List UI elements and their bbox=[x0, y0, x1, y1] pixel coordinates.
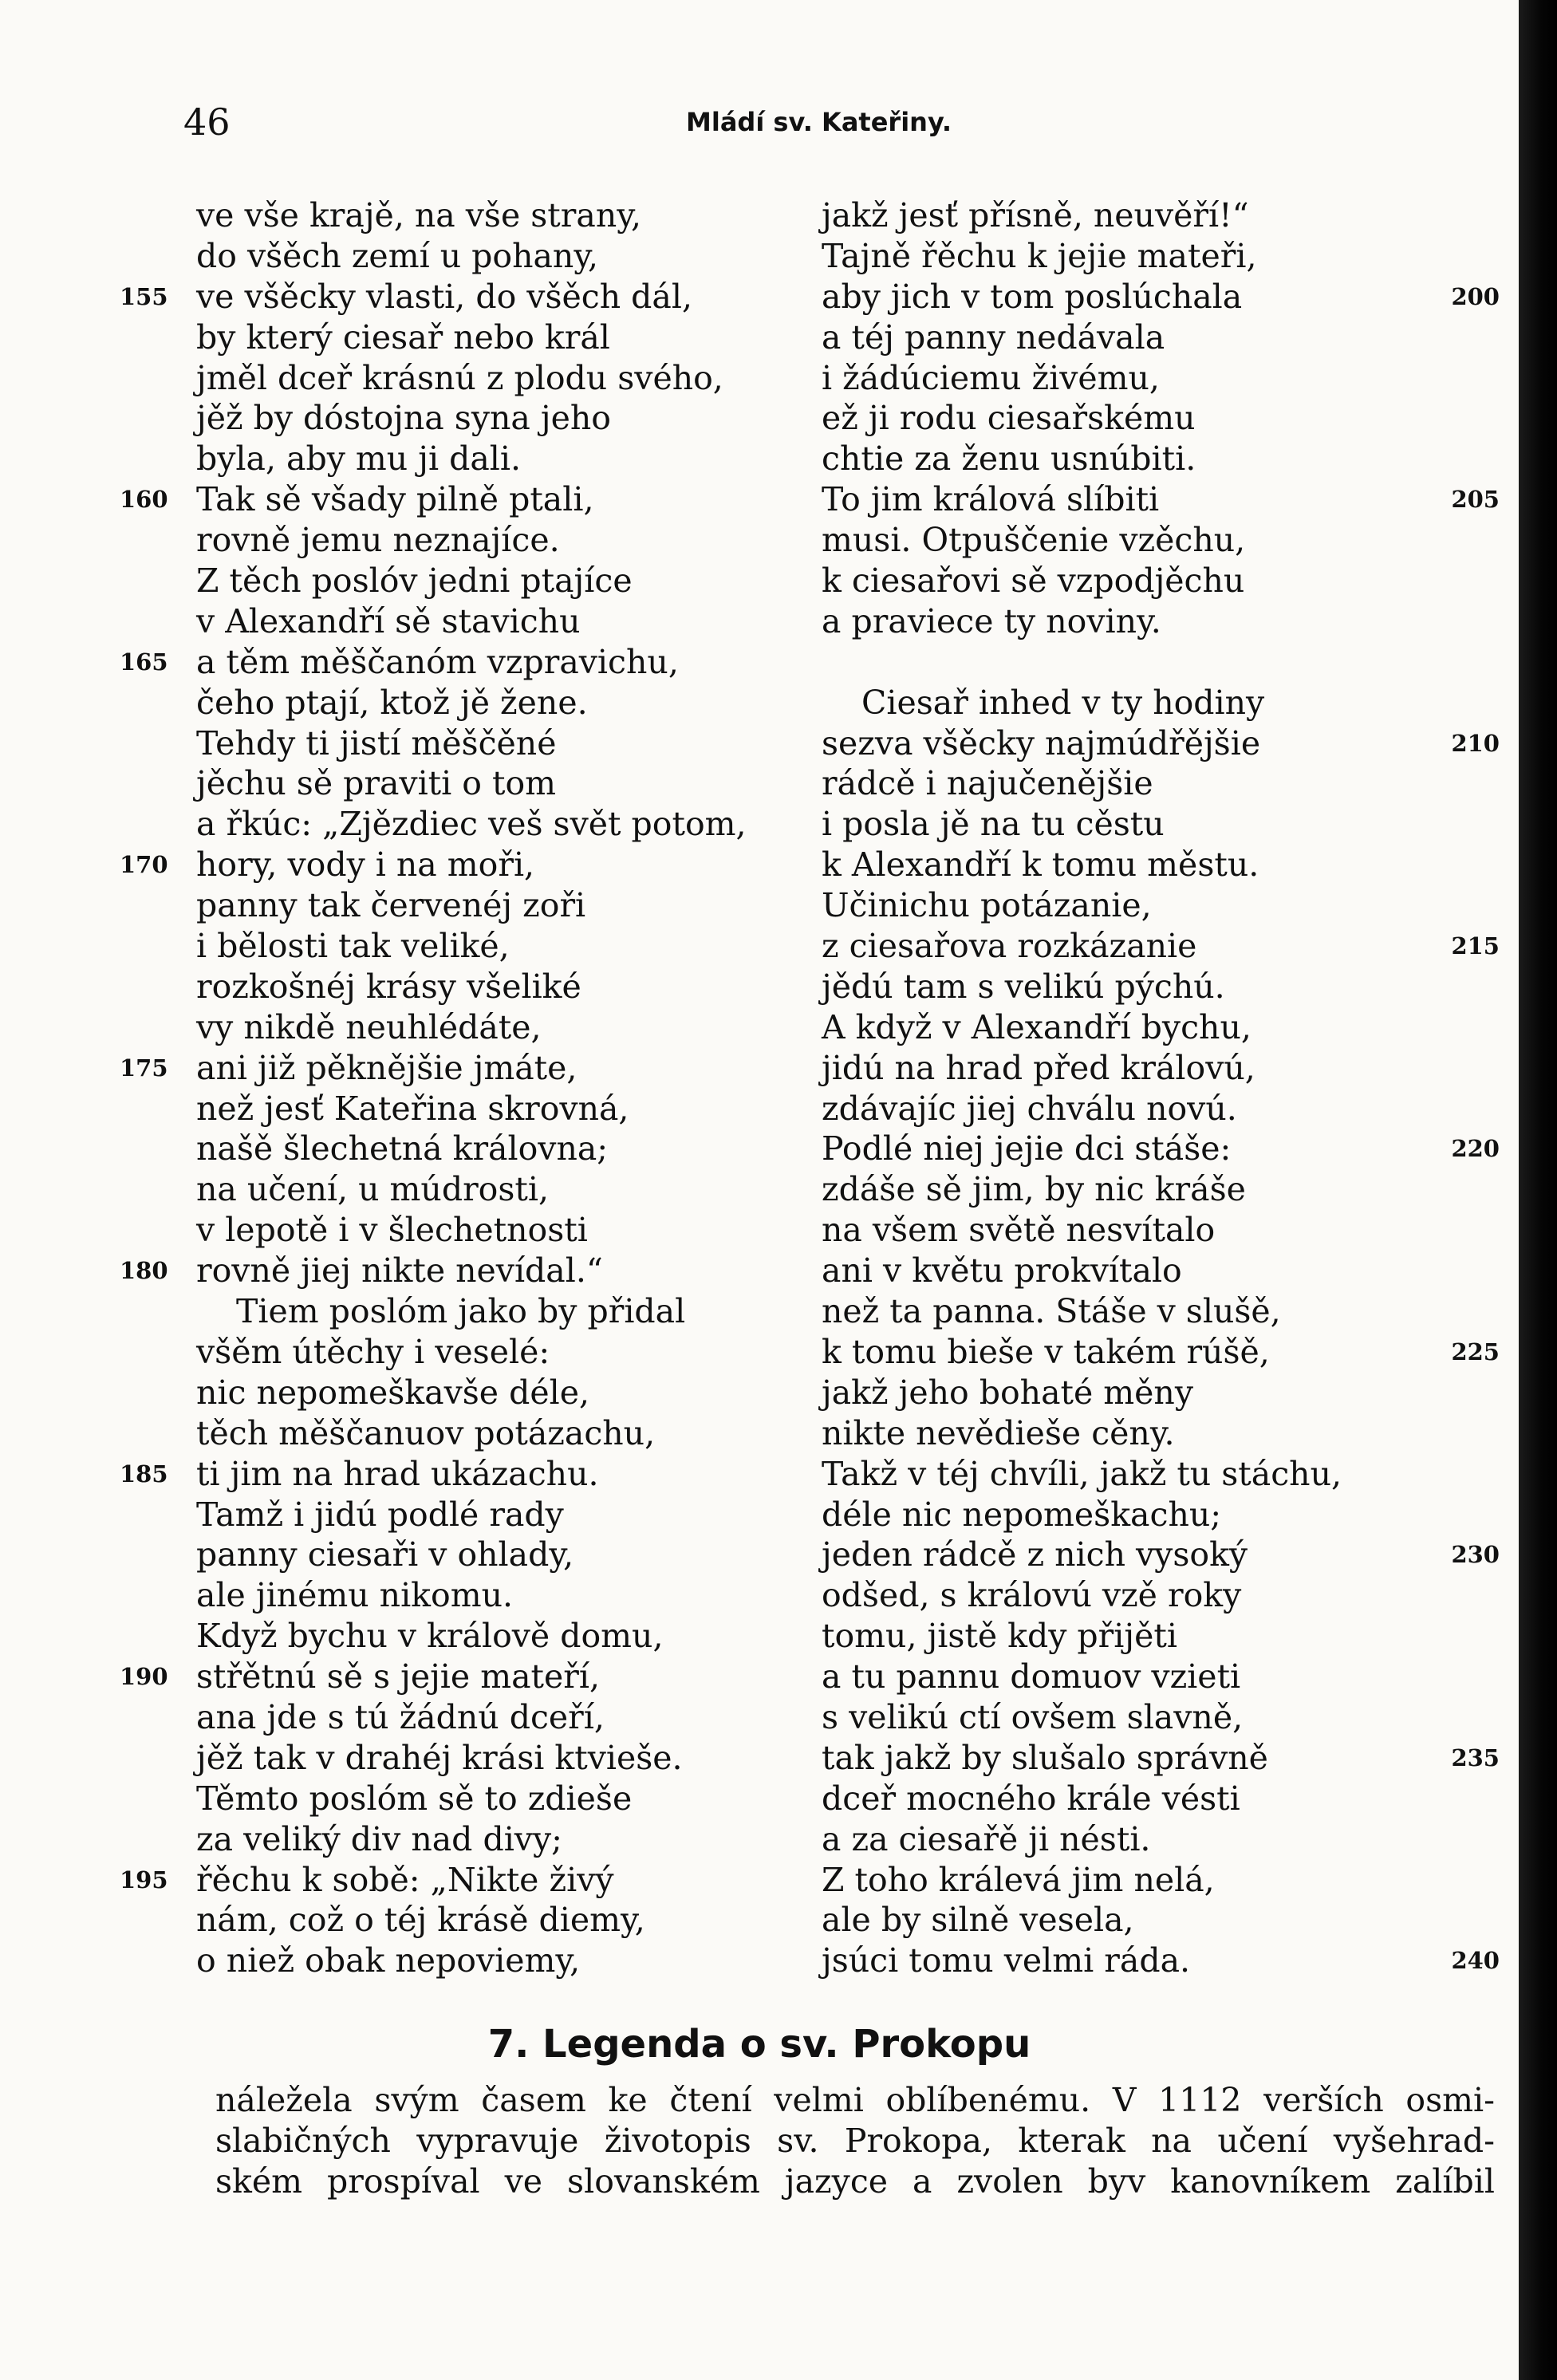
verse-line bbox=[822, 926, 1500, 967]
verse-line-number: 225 bbox=[1451, 1338, 1500, 1365]
verse-text: hory, vody i na moři, bbox=[196, 845, 535, 885]
verse-line bbox=[822, 1251, 1484, 1291]
verse-text: jakž jesť přísně, neuvěří!“ bbox=[822, 196, 1249, 234]
verse-text: ve všěcky vlasti, do všěch dál, bbox=[196, 277, 693, 316]
verse-text: a za ciesařě ji nésti. bbox=[822, 1819, 1151, 1858]
verse-text: rovně jemu neznajíce. bbox=[196, 521, 560, 560]
verse-line bbox=[120, 1697, 822, 1738]
verse-text: a těm měščanóm vzpravichu, bbox=[196, 642, 679, 681]
verse-line bbox=[822, 1291, 1484, 1332]
verse-line bbox=[120, 1007, 822, 1048]
verse-line bbox=[822, 642, 1484, 683]
verse-text: A když v Alexandří bychu, bbox=[822, 1007, 1252, 1046]
verse-text: i bělosti tak veliké, bbox=[196, 927, 510, 966]
verse-text: z ciesařova rozkázanie bbox=[822, 927, 1197, 966]
verse-line bbox=[120, 1413, 822, 1454]
verse-line bbox=[120, 723, 822, 764]
verse-text: a téj panny nedávala bbox=[822, 317, 1165, 357]
verse-line bbox=[822, 683, 1484, 723]
verse-text: Tamž i jidú podlé rady bbox=[196, 1495, 564, 1534]
verse-text: na všem světě nesvítalo bbox=[822, 1211, 1216, 1250]
verse-text: těch měščanuov potázachu, bbox=[196, 1413, 656, 1452]
verse-text: k Alexandří k tomu městu. bbox=[822, 845, 1259, 885]
prose-paragraph bbox=[215, 2080, 1495, 2202]
verse-line bbox=[120, 1860, 822, 1901]
verse-text: Když bychu v králově domu, bbox=[196, 1617, 664, 1656]
verse-line bbox=[822, 1697, 1484, 1738]
verse-line bbox=[822, 1860, 1484, 1901]
verse-line bbox=[120, 317, 822, 358]
verse-text: jědú tam s velikú pýchú. bbox=[822, 967, 1225, 1006]
verse-text: jidú na hrad před královú, bbox=[822, 1048, 1255, 1087]
verse-line-number: 195 bbox=[120, 1866, 168, 1893]
verse-line-number: 185 bbox=[120, 1460, 168, 1488]
verse-text: odšed, s královú vzě roky bbox=[822, 1576, 1242, 1615]
verse-text: dceř mocného krále vésti bbox=[822, 1779, 1240, 1818]
verse-line bbox=[120, 1291, 822, 1332]
verse-line bbox=[822, 561, 1484, 601]
verse-text: jeden rádcě z nich vysoký bbox=[822, 1535, 1248, 1574]
verse-line bbox=[120, 195, 822, 236]
verse-line bbox=[822, 358, 1484, 399]
verse-line bbox=[120, 561, 822, 601]
left-verse-column bbox=[120, 195, 822, 1981]
verse-line-number: 200 bbox=[1451, 282, 1500, 310]
verse-line bbox=[120, 520, 822, 561]
verse-line bbox=[120, 967, 822, 1007]
verse-line bbox=[120, 1900, 822, 1941]
verse-text: zdáše sě jim, by nic kráše bbox=[822, 1170, 1246, 1209]
verse-line bbox=[120, 479, 822, 520]
verse-text: Tajně řěchu k jejie mateři, bbox=[822, 236, 1257, 275]
verse-text: Tiem poslóm jako by přidal bbox=[236, 1292, 686, 1331]
verse-line bbox=[120, 601, 822, 642]
page-header bbox=[0, 94, 1519, 150]
verse-line bbox=[822, 763, 1484, 804]
verse-line bbox=[120, 439, 822, 479]
verse-text: našě šlechetná královna; bbox=[196, 1129, 609, 1168]
verse-line bbox=[120, 804, 822, 845]
verse-line bbox=[120, 763, 822, 804]
verse-text: panny tak červenéj zoři bbox=[196, 886, 586, 925]
verse-text: na učení, u múdrosti, bbox=[196, 1170, 550, 1209]
verse-line bbox=[120, 398, 822, 439]
verse-line bbox=[822, 1210, 1484, 1251]
verse-line bbox=[822, 1738, 1500, 1779]
verse-line bbox=[120, 1454, 822, 1495]
verse-line bbox=[822, 601, 1484, 642]
verse-text: v lepotě i v šlechetnosti bbox=[196, 1211, 588, 1250]
verse-line bbox=[822, 1169, 1484, 1210]
verse-line bbox=[822, 1657, 1484, 1697]
verse-line bbox=[120, 885, 822, 926]
verse-text: a řkúc: „Zjězdiec veš svět potom, bbox=[196, 805, 747, 844]
verse-text: nic nepomeškavše déle, bbox=[196, 1373, 590, 1412]
verse-text: do všěch zemí u pohany, bbox=[196, 236, 599, 275]
verse-text: by který ciesař nebo král bbox=[196, 317, 610, 357]
verse-text: a praviece ty noviny. bbox=[822, 601, 1161, 640]
verse-line bbox=[822, 967, 1484, 1007]
verse-line bbox=[120, 1616, 822, 1657]
verse-line bbox=[120, 683, 822, 723]
verse-text: rovně jiej nikte nevídal.“ bbox=[196, 1251, 603, 1290]
verse-line-number: 210 bbox=[1451, 729, 1500, 757]
verse-line bbox=[120, 1575, 822, 1616]
verse-line bbox=[822, 277, 1500, 317]
verse-text: o niež obak nepoviemy, bbox=[196, 1941, 581, 1980]
verse-text: k tomu bieše v takém rúšě, bbox=[822, 1332, 1270, 1371]
verse-line bbox=[822, 1454, 1484, 1495]
verse-text: čeho ptají, ktož jě žene. bbox=[196, 683, 588, 722]
verse-text: zdávajíc jiej chválu novú. bbox=[822, 1089, 1237, 1128]
verse-text: jěž tak v drahéj krási ktvieše. bbox=[196, 1738, 683, 1777]
verse-text: Ciesař inhed v ty hodiny bbox=[861, 683, 1265, 722]
verse-text: i žádúciemu živému, bbox=[822, 358, 1160, 397]
verse-text: nám, což o téj krásě diemy, bbox=[196, 1901, 645, 1940]
right-verse-column bbox=[822, 195, 1500, 1981]
verse-line bbox=[822, 1413, 1484, 1454]
verse-text: Učinichu potázanie, bbox=[822, 886, 1152, 925]
verse-line bbox=[120, 1129, 822, 1169]
verse-text: Z těch poslóv jedni ptajíce bbox=[196, 562, 633, 601]
verse-line bbox=[120, 1495, 822, 1535]
verse-line bbox=[822, 1495, 1484, 1535]
verse-line-number: 190 bbox=[120, 1663, 168, 1691]
verse-text: rozkošnéj krásy všeliké bbox=[196, 967, 581, 1006]
verse-text: Tak sě všady pilně ptali, bbox=[196, 480, 594, 519]
verse-line bbox=[120, 1779, 822, 1819]
verse-text: než jesť Kateřina skrovná, bbox=[196, 1089, 629, 1128]
verse-line bbox=[120, 1169, 822, 1210]
verse-text: ve vše krajě, na vše strany, bbox=[196, 196, 641, 234]
verse-text: Takž v téj chvíli, jakž tu stáchu, bbox=[822, 1454, 1342, 1493]
verse-text: s velikú ctí ovšem slavně, bbox=[822, 1697, 1244, 1736]
verse-line bbox=[822, 479, 1500, 520]
verse-line bbox=[822, 1373, 1484, 1413]
verse-line-number: 155 bbox=[120, 282, 168, 310]
verse-text: než ta panna. Stáše v slušě, bbox=[822, 1292, 1281, 1331]
verse-line-number: 235 bbox=[1451, 1744, 1500, 1771]
verse-line bbox=[822, 1332, 1500, 1373]
verse-text: ale by silně vesela, bbox=[822, 1901, 1134, 1940]
verse-line bbox=[822, 804, 1484, 845]
verse-line bbox=[120, 1941, 822, 1981]
verse-text: déle nic nepomeškachu; bbox=[822, 1495, 1222, 1534]
verse-line bbox=[822, 845, 1484, 885]
verse-text: jsúci tomu velmi ráda. bbox=[822, 1941, 1191, 1980]
verse-text: Z toho králevá jim nelá, bbox=[822, 1860, 1215, 1899]
verse-line bbox=[120, 358, 822, 399]
verse-text: jěž by dóstojna syna jeho bbox=[196, 399, 611, 438]
verse-line bbox=[822, 236, 1484, 277]
scan-dark-border bbox=[1519, 0, 1557, 2380]
verse-line bbox=[822, 1616, 1484, 1657]
verse-text: rádcě i najučenějšie bbox=[822, 764, 1153, 803]
verse-line bbox=[120, 1657, 822, 1697]
verse-text: panny ciesaři v ohlady, bbox=[196, 1535, 574, 1574]
verse-text: ež ji rodu ciesařskému bbox=[822, 399, 1196, 438]
verse-line-number: 205 bbox=[1451, 486, 1500, 514]
verse-text: ani v květu prokvítalo bbox=[822, 1251, 1182, 1290]
verse-line bbox=[822, 195, 1484, 236]
verse-line bbox=[822, 1900, 1484, 1941]
verse-line-number: 240 bbox=[1451, 1947, 1500, 1975]
verse-line bbox=[120, 1373, 822, 1413]
verse-line bbox=[822, 398, 1484, 439]
verse-text: jměl dceř krásnú z plodu svého, bbox=[196, 358, 723, 397]
prose-line: slabičných vypravuje životopis sv. Prokopa, kterak na učení vyšehrad- bbox=[215, 2121, 1495, 2160]
verse-text: vy nikdě neuhlédáte, bbox=[196, 1007, 542, 1046]
verse-line bbox=[822, 520, 1484, 561]
verse-line-number: 215 bbox=[1451, 932, 1500, 960]
verse-text: Podlé niej jejie dci stáše: bbox=[822, 1129, 1232, 1168]
section-heading: 7. Legenda o sv. Prokopu bbox=[487, 2022, 1031, 2067]
verse-line bbox=[822, 1048, 1484, 1089]
verse-text: řěchu k sobě: „Nikte živý bbox=[196, 1860, 614, 1899]
verse-line bbox=[120, 1089, 822, 1129]
verse-line bbox=[822, 317, 1484, 358]
verse-text: sezva všěcky najmúdřějšie bbox=[822, 723, 1261, 762]
verse-text: ani již pěknějšie jmáte, bbox=[196, 1048, 577, 1087]
prose-line: ském prospíval ve slovanském jazyce a zvolen byv kanovníkem zalíbil bbox=[215, 2161, 1495, 2201]
verse-text: Tehdy ti jistí měščěné bbox=[196, 723, 557, 762]
verse-line bbox=[822, 1089, 1484, 1129]
verse-text: střětnú sě s jejie mateří, bbox=[196, 1657, 601, 1696]
verse-line bbox=[822, 1819, 1484, 1860]
verse-text: ti jim na hrad ukázachu. bbox=[196, 1454, 599, 1493]
verse-line bbox=[822, 1941, 1500, 1981]
verse-line bbox=[120, 1819, 822, 1860]
verse-line bbox=[120, 1738, 822, 1779]
verse-line bbox=[822, 1779, 1484, 1819]
verse-text: ana jde s tú žádnú dceří, bbox=[196, 1697, 605, 1736]
verse-text: musi. Otpuščenie vzěchu, bbox=[822, 521, 1246, 560]
verse-line-number: 165 bbox=[120, 648, 168, 676]
verse-line bbox=[120, 1048, 822, 1089]
verse-text: Těmto poslóm sě to zdieše bbox=[196, 1779, 633, 1818]
verse-line bbox=[822, 1535, 1500, 1575]
verse-text: za veliký div nad divy; bbox=[196, 1819, 562, 1858]
prose-line: náležela svým časem ke čtení velmi oblíbenému. V 1112 verších osmi- bbox=[215, 2081, 1495, 2119]
verse-line-number: 160 bbox=[120, 486, 168, 514]
verse-line bbox=[120, 642, 822, 683]
verse-line bbox=[120, 236, 822, 277]
verse-line bbox=[120, 1535, 822, 1575]
running-title: Mládí sv. Kateřiny. bbox=[686, 107, 952, 137]
verse-line bbox=[120, 1210, 822, 1251]
verse-line-number: 170 bbox=[120, 851, 168, 879]
verse-text: tak jakž by slušalo správně bbox=[822, 1738, 1268, 1777]
verse-text: nikte nevědieše cěny. bbox=[822, 1413, 1175, 1452]
verse-text: To jim králová slíbiti bbox=[822, 480, 1160, 519]
verse-line bbox=[120, 845, 822, 885]
verse-line bbox=[120, 926, 822, 967]
verse-text: byla, aby mu ji dali. bbox=[196, 439, 522, 479]
verse-text: všěm útěchy i veselé: bbox=[196, 1332, 550, 1371]
verse-text: chtie za ženu usnúbiti. bbox=[822, 439, 1196, 479]
verse-line bbox=[120, 277, 822, 317]
verse-text: tomu, jistě kdy přijěti bbox=[822, 1617, 1177, 1656]
verse-text: v Alexandří sě stavichu bbox=[196, 601, 581, 640]
verse-text: i posla jě na tu cěstu bbox=[822, 805, 1165, 844]
verse-text: aby jich v tom poslúchala bbox=[822, 277, 1243, 316]
verse-text: k ciesařovi sě vzpodjěchu bbox=[822, 562, 1245, 601]
verse-line bbox=[822, 1007, 1484, 1048]
verse-text: ale jinému nikomu. bbox=[196, 1576, 514, 1615]
verse-line-number: 180 bbox=[120, 1257, 168, 1285]
verse-line bbox=[822, 439, 1484, 479]
verse-line bbox=[120, 1251, 822, 1291]
verse-line bbox=[822, 885, 1484, 926]
verse-text: jěchu sě praviti o tom bbox=[196, 764, 557, 803]
verse-line-number: 220 bbox=[1451, 1135, 1500, 1163]
verse-line bbox=[822, 723, 1500, 764]
verse-text: a tu pannu domuov vzieti bbox=[822, 1657, 1241, 1696]
page-number: 46 bbox=[183, 100, 231, 144]
verse-line-number: 175 bbox=[120, 1054, 168, 1082]
verse-line bbox=[822, 1575, 1484, 1616]
verse-text: jakž jeho bohaté měny bbox=[822, 1373, 1193, 1412]
verse-line bbox=[120, 1332, 822, 1373]
verse-line bbox=[822, 1129, 1500, 1169]
verse-line-number: 230 bbox=[1451, 1541, 1500, 1569]
